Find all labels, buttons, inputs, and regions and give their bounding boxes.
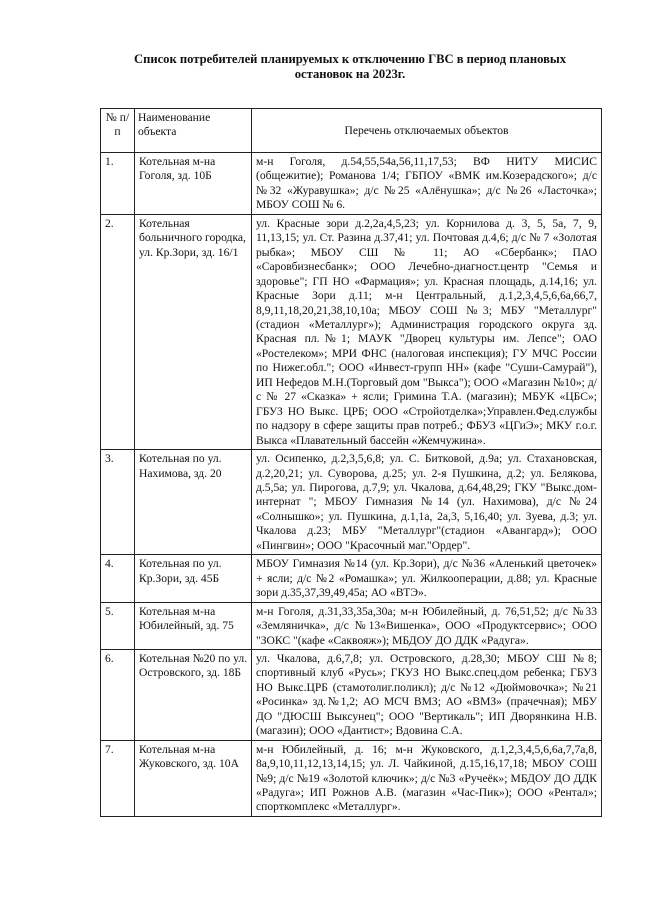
objects-list: м-н Юбилейный, д. 16; м-н Жуковского, д.1,2,3,4,5,6,6а,7,7а,8, 8а,9,10,11,12,13,14,15; ул. Л. Чайкиной, д.15,16,17,18; МБОУ СОШ №9; д/с №19 «Золотой ключик»; д/с №3 «Ручеёк»; МБДОУ ДО ДДК «Радуга»; ИП Рожнов А.В. (магазин «Час-Пик»); ООО «Рентал»; спорткомплекс «Металлург». [252, 740, 602, 816]
boiler-name: Котельная по ул. Нахимова, зд. 20 [135, 450, 252, 555]
objects-list: м-н Гоголя, д.54,55,54а,56,11,17,53; ВФ НИТУ МИСИС (общежитие); Романова 1/4; ГБПОУ «ВМК им.Козерадского»; д/с №32 «Журавушка»; д/с №25 «Алёнушка»; д/с №26 «Ласточка»; МБОУ СОШ № 6. [252, 153, 602, 215]
objects-list: ул. Осипенко, д.2,3,5,6,8; ул. С. Битковой, д.9а; ул. Стахановская, д.2,20,21; ул. Суворова, д.25; ул. 2-я Пушкина, д.2; ул. Белякова, д.5,5а; ул. Пирогова, д.7,9; ул. Чкалова, д.64,48,29; ГКУ "Выкс.дом-интернат "; МБОУ Гимназия №14 (ул. Нахимова), д/с №24 «Солнышко»; ул. Пушкина, д.1,1а, 2а,3, 5,16,40; ул. Зуева, д.3; ул. Чкалова д.23; МБУ "Металлург"(стадион «Авангард»); ООО «Пингвин»; ООО "Красочный маг."Ордер". [252, 450, 602, 555]
table-row [101, 649, 602, 740]
document-title [130, 52, 570, 82]
boiler-name: Котельная №20 по ул. Островского, зд. 18Б [135, 649, 252, 740]
table-row [101, 555, 602, 602]
table-row [101, 450, 602, 555]
boiler-name: Котельная м-на Юбилейный, зд. 75 [135, 602, 252, 649]
table-row [101, 740, 602, 816]
row-number: 4. [101, 555, 135, 602]
table-row [101, 153, 602, 215]
row-number: 7. [101, 740, 135, 816]
table-header-row [101, 109, 602, 153]
boiler-name: Котельная больничного городка, ул. Кр.Зори, зд. 16/1 [135, 214, 252, 449]
row-number: 6. [101, 649, 135, 740]
document-title-line-2: остановок на 2023г. [294, 67, 406, 81]
document-title-line-1: Список потребителей планируемых к отключению ГВС в период плановых [133, 52, 567, 66]
row-number: 5. [101, 602, 135, 649]
objects-list: МБОУ Гимназия №14 (ул. Кр.Зори), д/с №36 «Аленький цветочек» + ясли; д/с №2 «Ромашка»; ул. Жилкооперации, д.88; ул. Красные зори д.35,37,39,49,45а; АО «ВТЭ». [252, 555, 602, 602]
consumers-table [100, 108, 602, 817]
header-objects-list: Перечень отключаемых объектов [252, 109, 602, 153]
objects-list: м-н Гоголя, д.31,33,35а,30а; м-н Юбилейный, д. 76,51,52; д/с №33 «Земляничка», д/с №13«Вишенка», ООО «Продуктсервис»; ООО "ЗОКС "(кафе «Саквояж»); МБДОУ ДО ДДК «Радуга». [252, 602, 602, 649]
table-row [101, 214, 602, 449]
objects-list: ул. Чкалова, д.6,7,8; ул. Островского, д.28,30; МБОУ СШ №8; спортивный клуб «Русь»; ГКУЗ НО Выкс.спец.дом ребенка; ГБУЗ НО Выкс.ЦРБ (стамотолиг.поликл); д/с №12 «Дюймовочка»; №21 «Росинка» зд.№1,2; АО МСЧ ВМЗ; АО «ВМЗ» (прачечная); МБУ ДО "ДЮСШ Выксунец"; ООО "Вертикаль"; ИП Дворянкина Н.В. (магазин); ООО «Дантист»; Вдовина С.А. [252, 649, 602, 740]
row-number: 3. [101, 450, 135, 555]
boiler-name: Котельная м-на Жуковского, зд. 10А [135, 740, 252, 816]
row-number: 1. [101, 153, 135, 215]
boiler-name: Котельная м-на Гоголя, зд. 10Б [135, 153, 252, 215]
objects-list: ул. Красные зори д.2,2а,4,5,23; ул. Корнилова д. 3, 5, 5а, 7, 9, 11,13,15; ул. Ст. Разина д.37,41; ул. Почтовая д.4,6; д/с № 7 «Золотая рыбка»; МБОУ СШ № 11; АО «Сбербанк»; ПАО «Саровбизнесбанк»; ООО Лечебно-диагност.центр "Семья и здоровье"; ГП НО «Фармация»; ул. Красная площадь, д.14,16; ул. Красные Зори д.11; м-н Центральный, д.1,2,3,4,5,6,6а,66,7, 8,9,11,18,20,21,38,10,10а; МБОУ СОШ №3; МБУ "Металлург" (стадион «Металлург»); Администрация городского округа зд. Красная пл.№1; МАУК "Дворец культуры им. Лепсе"; ОАО «Ростелеком»; МРИ ФНС (налоговая инспекция); ГУ МЧС России по Нижег.обл."; ООО «Инвест-групп НН» (кафе "Суши-Самурай"), ИП Нефедов М.Н.(Торговый дом "Выкса"); ООО «Магазин №10»; д/с № 27 «Сказка» + ясли; Гримина Т.А. (магазин); МБУК «ЦБС»; ГБУЗ НО Выкс. ЦРБ; ООО «Стройотделка»;Управлен.Фед.службы по надзору в сфере защиты прав потреб.; ФБУЗ «ЦГиЭ»; МКУ г.о.г. Выкса «Плавательный бассейн «Жемчужина». [252, 214, 602, 449]
header-number: № п/п [101, 109, 135, 153]
row-number: 2. [101, 214, 135, 449]
table-row [101, 602, 602, 649]
boiler-name: Котельная по ул. Кр.Зори, зд. 45Б [135, 555, 252, 602]
header-object-name: Наименование объекта [135, 109, 252, 153]
